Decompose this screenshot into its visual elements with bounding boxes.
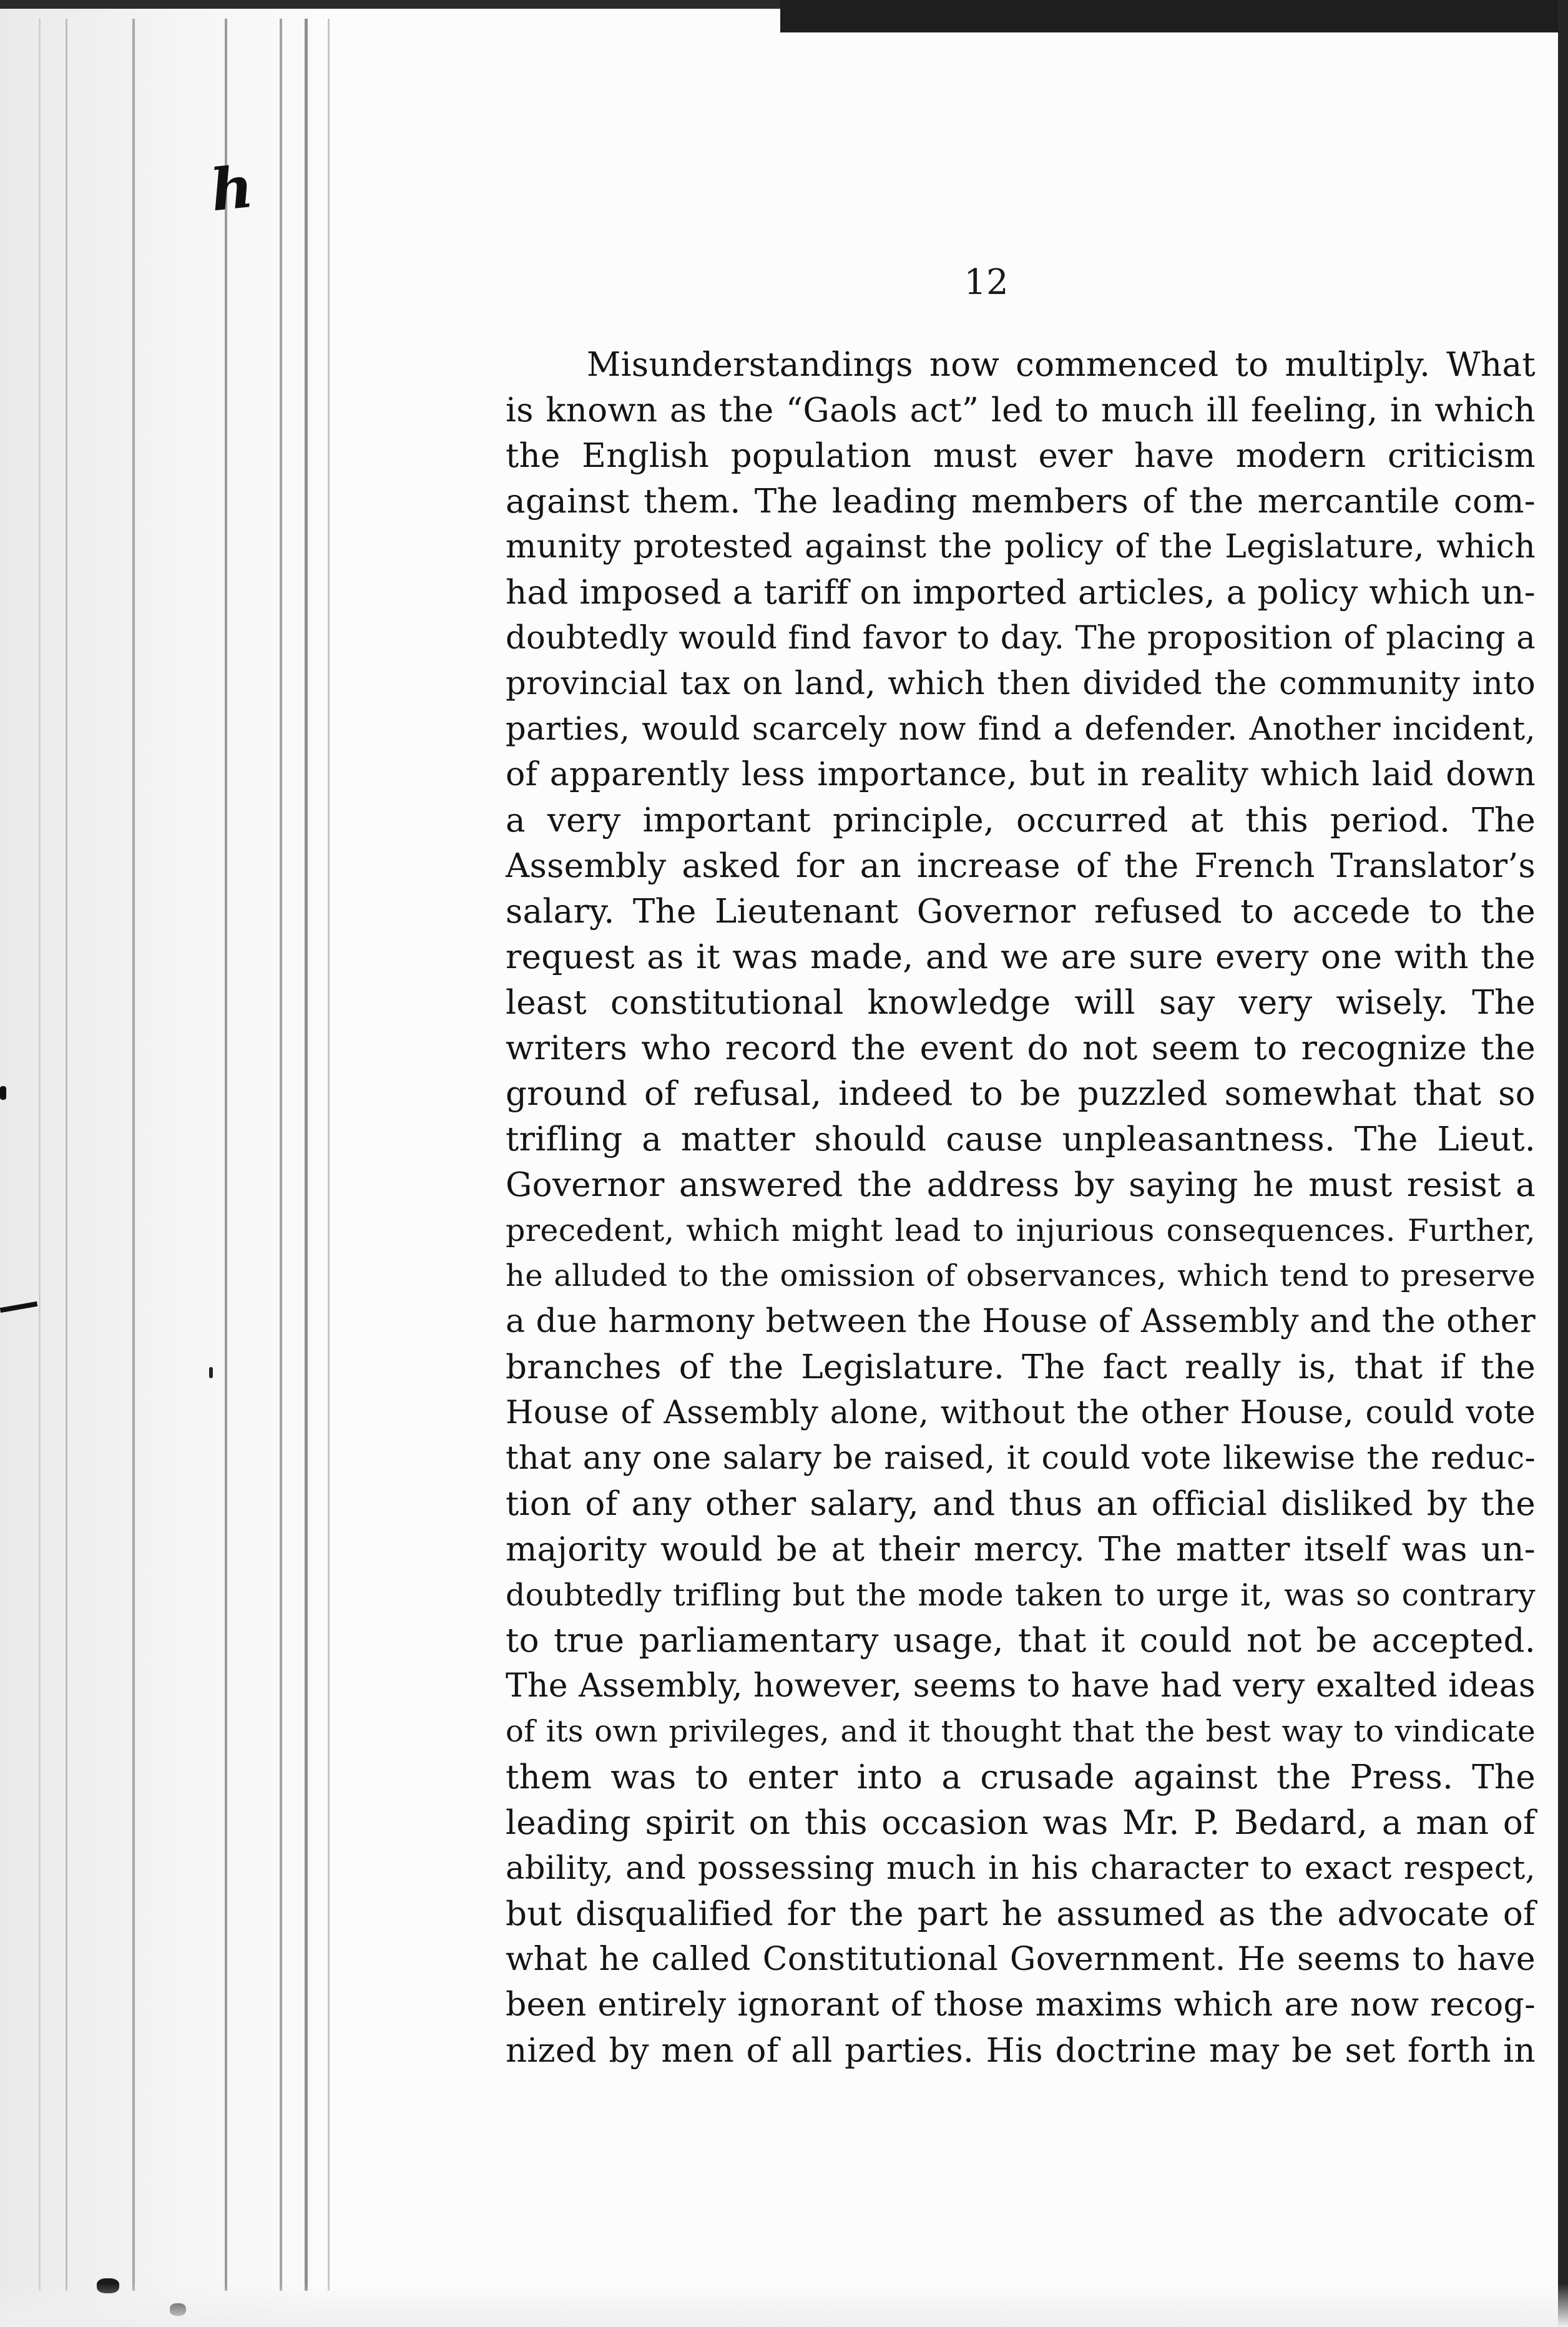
text-line: salary. The Lieutenant Governor refused to accede to the: [506, 893, 1536, 931]
page-edge: [132, 19, 135, 2291]
text-line: parties, would scarcely now find a defender. Another incident,: [506, 711, 1536, 748]
text-line: against them. The leading members of the mercantile com-: [506, 483, 1536, 521]
handwritten-margin-mark: h: [207, 152, 257, 225]
text-line: Misunderstandings now commenced to multiply. What: [587, 346, 1536, 384]
text-line: been entirely ignorant of those maxims which are now recog-: [506, 1986, 1536, 2024]
text-line: branches of the Legislature. The fact really is, that if the: [506, 1348, 1536, 1386]
text-line: ground of refusal, indeed to be puzzled somewhat that so: [506, 1075, 1536, 1113]
text-line: ability, and possessing much in his character to exact respect,: [506, 1850, 1536, 1887]
page-number: 12: [964, 262, 1009, 303]
text-line: what he called Constitutional Government. He seems to have: [506, 1941, 1536, 1978]
text-line: a due harmony between the House of Assembly and the other: [506, 1303, 1536, 1340]
text-line: tion of any other salary, and thus an official disliked by the: [506, 1485, 1536, 1523]
page-edge: [328, 19, 330, 2291]
text-line: to true parliamentary usage, that it could not be accepted.: [506, 1622, 1536, 1660]
margin-ink-spot: [0, 1086, 6, 1100]
text-line: Governor answered the address by saying he must resist a: [506, 1166, 1536, 1204]
text-line: doubtedly trifling but the mode taken to urge it, was so contrary: [506, 1577, 1536, 1613]
stacked-page-edges: [0, 19, 337, 2291]
bottom-page-shadow: [0, 2283, 1568, 2327]
text-line: the English population must ever have modern criticism: [506, 437, 1536, 475]
text-line: he alluded to the omission of observances, which tend to preserve: [506, 1258, 1536, 1293]
text-line: House of Assembly alone, without the other House, could vote: [506, 1394, 1536, 1431]
text-line: munity protested against the policy of the Legislature, which: [506, 528, 1536, 566]
text-line: provincial tax on land, which then divided the community into: [506, 665, 1536, 702]
page-edge: [305, 19, 308, 2291]
margin-ink-spot: [209, 1367, 213, 1378]
text-line: least constitutional knowledge will say very wisely. The: [506, 984, 1536, 1022]
text-line: The Assembly, however, seems to have had very exalted ideas: [506, 1667, 1536, 1705]
top-right-scan-border: [780, 0, 1568, 32]
text-line: doubtedly would find favor to day. The proposition of placing a: [506, 620, 1536, 657]
text-line: leading spirit on this occasion was Mr. P. Bedard, a man of: [506, 1804, 1536, 1842]
text-line: that any one salary be raised, it could vote likewise the reduc-: [506, 1440, 1536, 1477]
text-line: them was to enter into a crusade against the Press. The: [506, 1758, 1536, 1796]
text-line: precedent, which might lead to injurious consequences. Further,: [506, 1213, 1536, 1248]
text-line: of its own privileges, and it thought that the best way to vindicate: [506, 1714, 1536, 1749]
text-line: had imposed a tariff on imported articles, a policy which un-: [506, 574, 1536, 612]
text-line: request as it was made, and we are sure every one with the: [506, 938, 1536, 976]
page-edge: [225, 19, 227, 2291]
text-line: but disqualified for the part he assumed as the advocate of: [506, 1895, 1536, 1933]
body-text: [506, 342, 1536, 2074]
text-line: of apparently less importance, but in reality which laid down: [506, 756, 1536, 793]
text-line: trifling a matter should cause unpleasantness. The Lieut.: [506, 1120, 1536, 1159]
page-edge: [39, 19, 41, 2291]
page-edge: [66, 19, 67, 2291]
text-line: writers who record the event do not seem to recognize the: [506, 1029, 1536, 1067]
text-line: nized by men of all parties. His doctrine may be set forth in: [506, 2032, 1536, 2070]
text-line: is known as the “Gaols act” led to much ill feeling, in which: [506, 391, 1536, 429]
text-line: majority would be at their mercy. The matter itself was un-: [506, 1531, 1536, 1569]
text-line: a very important principle, occurred at this period. The: [506, 801, 1536, 840]
right-scan-border: [1558, 0, 1568, 2327]
page-edge: [280, 19, 282, 2291]
text-line: Assembly asked for an increase of the French Translator’s: [506, 847, 1536, 885]
top-scan-border: [0, 0, 780, 9]
